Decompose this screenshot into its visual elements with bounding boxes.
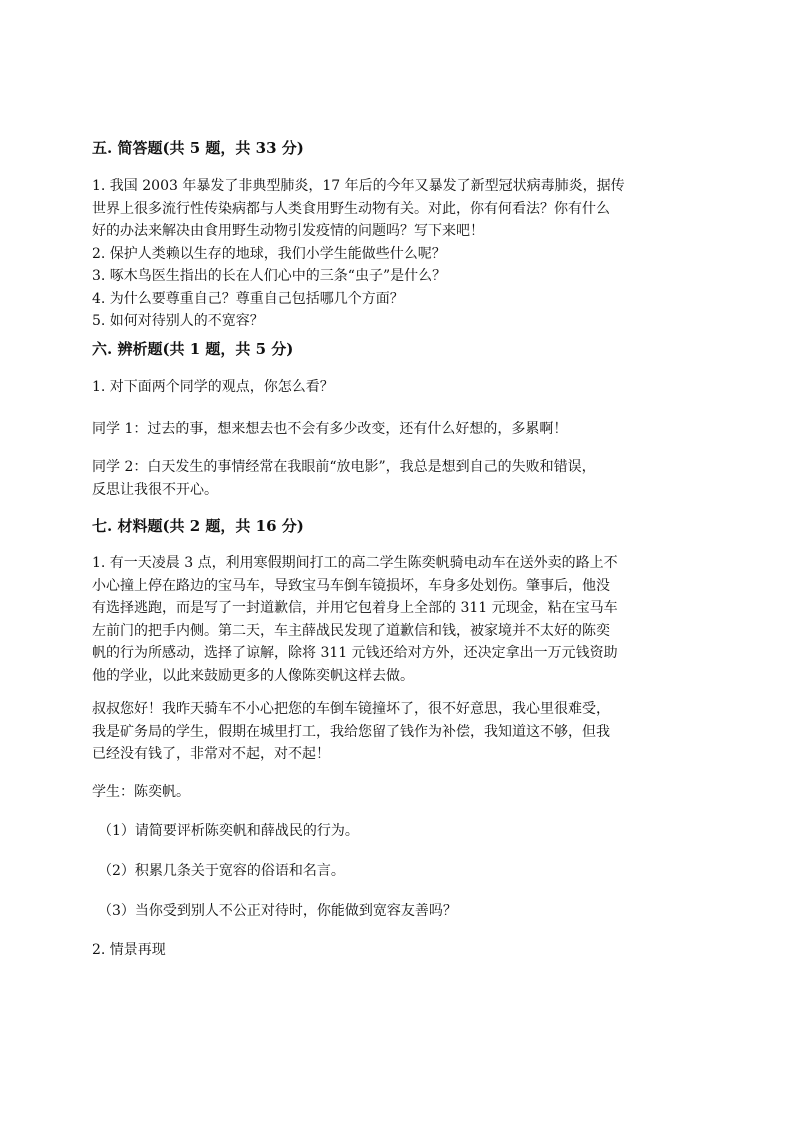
section-5-heading: 五. 简答题(共 5 题，共 33 分): [92, 139, 304, 157]
section-7-heading: 七. 材料题(共 2 题，共 16 分): [92, 517, 304, 535]
apology-letter: [92, 698, 712, 766]
sub-question-1: [98, 820, 718, 843]
text-line: 叔叔您好！我昨天骑车不小心把您的车倒车镜撞坏了，很不好意思，我心里很难受，: [92, 701, 610, 717]
text-line: 他的学业，以此来鼓励更多的人像陈奕帆这样去做。: [92, 667, 414, 684]
section-7-question-2: [92, 939, 712, 962]
text-line: 2. 情景再现: [92, 942, 166, 958]
section-5-question-2: 2. 保护人类赖以生存的地球，我们小学生能做些什么呢？: [92, 245, 446, 262]
text-line: 1. 有一天凌晨 3 点，利用寒假期间打工的高二学生陈奕帆骑电动车在送外卖的路上不: [92, 555, 618, 571]
section-5-question-4: 4. 为什么要尊重自己？尊重自己包括哪几个方面？: [92, 290, 404, 307]
sub-question-3: [98, 900, 718, 923]
section-7-question-1: [92, 552, 712, 687]
text-line: 反思让我很不开心。: [92, 481, 218, 498]
question-text: 1. 对下面两个同学的观点，你怎么看？: [92, 379, 334, 395]
text-line: 左前门的把手内侧。第二天，车主薛战民发现了道歉信和钱，被家境并不太好的陈奕: [92, 622, 610, 639]
text-line: 1. 我国 2003 年暴发了非典型肺炎，17 年后的今年又暴发了新型冠状病毒肺炎，据传: [92, 178, 625, 194]
section-6-heading: 六. 辨析题(共 1 题，共 5 分): [92, 340, 294, 358]
sub-question-2: [98, 860, 718, 883]
section-6: [92, 338, 712, 360]
letter-signature: [92, 781, 712, 804]
section-5-question-1: [92, 175, 712, 333]
section-5: [92, 137, 712, 159]
text-line: 学生：陈奕帆。: [92, 784, 190, 800]
text-line: 小心撞上停在路边的宝马车，导致宝马车倒车镜损坏，车身多处划伤。肇事后，他没: [92, 577, 610, 594]
text-line: （2）积累几条关于宽容的俗语和名言。: [98, 863, 345, 879]
text-line: 帆的行为所感动，选择了谅解，除将 311 元钱还给对方外，还决定拿出一万元钱资助: [92, 645, 618, 661]
student-2-view: [92, 456, 712, 501]
text-line: 有选择逃跑，而是写了一封道歉信，并用它包着身上全部的 311 元现金，粘在宝马车: [92, 600, 618, 616]
student-1-view: [92, 418, 712, 441]
section-5-question-5: 5. 如何对待别人的不宽容？: [92, 313, 264, 329]
section-6-question-1: [92, 376, 712, 399]
text-line: 已经没有钱了，非常对不起，对不起！: [92, 746, 330, 762]
text-line: 我是矿务局的学生，假期在城里打工，我给您留了钱作为补偿，我知道这不够，但我: [92, 723, 610, 740]
text-line: 世界上很多流行性传染病都与人类食用野生动物有关。对此，你有何看法？你有什么: [92, 200, 610, 217]
text-line: 同学 2：白天发生的事情经常在我眼前“放电影”，我总是想到自己的失败和错误，: [92, 459, 596, 475]
section-7: [92, 515, 712, 537]
text-line: （1）请简要评析陈奕帆和薛战民的行为。: [98, 823, 359, 839]
text-line: 同学 1：过去的事，想来想去也不会有多少改变，还有什么好想的，多累啊！: [92, 421, 568, 437]
text-line: （3）当你受到别人不公正对待时，你能做到宽容友善吗？: [98, 903, 457, 919]
text-line: 好的办法来解决由食用野生动物引发疫情的问题吗？写下来吧！: [92, 223, 484, 239]
section-5-question-3: 3. 啄木鸟医生指出的长在人们心中的三条“虫子”是什么？: [92, 268, 447, 284]
